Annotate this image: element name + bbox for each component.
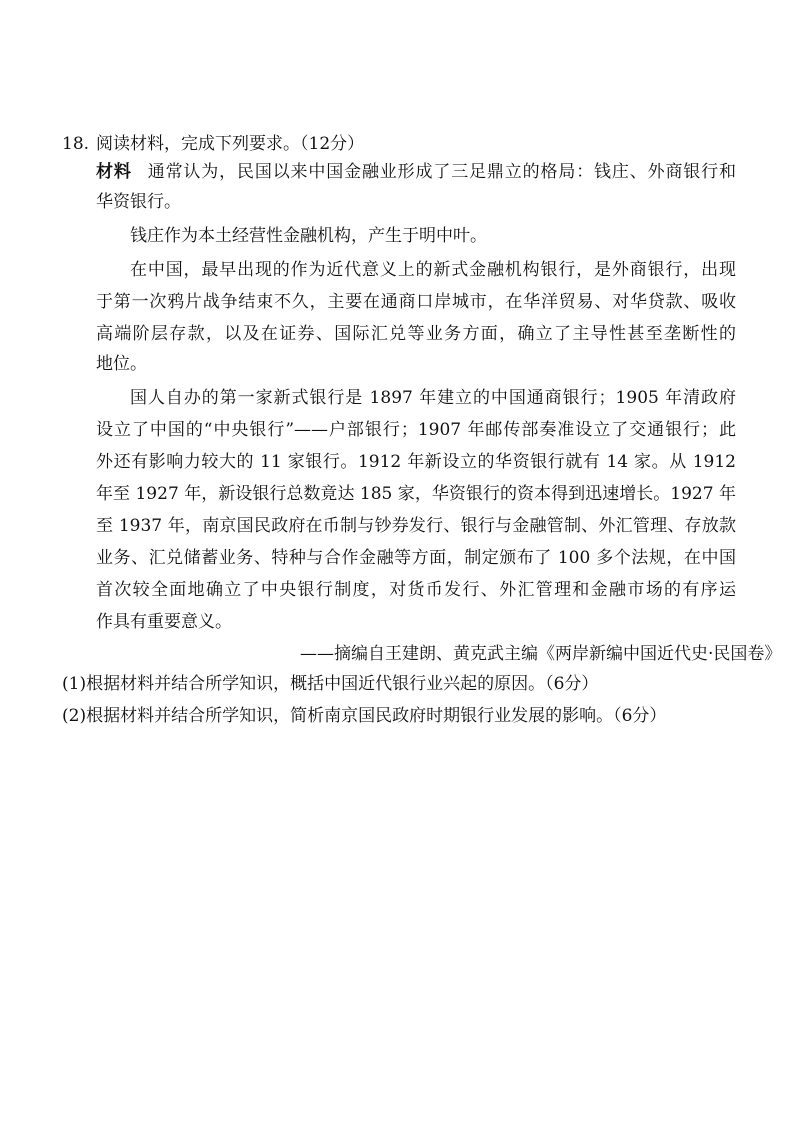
material-line: 地位。 — [96, 354, 147, 374]
material-line: 在中国，最早出现的作为近代意义上的新式金融机构银行，是外商银行，出现 — [130, 260, 736, 280]
material-line: 至 1937 年，南京国民政府在币制与钞券发行、银行与金融管制、外汇管理、存放款 — [96, 516, 736, 536]
material-line: 外还有影响力较大的 11 家银行。1912 年新设立的华资银行就有 14 家。从 1912 — [96, 452, 736, 472]
question-heading: 阅读材料，完成下列要求。（12分） — [96, 134, 365, 154]
material-label: 材料 — [96, 162, 132, 182]
material-source: ——摘编自王建朗、黄克武主编《两岸新编中国近代史·民国卷》 — [300, 644, 782, 664]
material-text: 通常认为，民国以来中国金融业形成了三足鼎立的格局：钱庄、外商银行和 — [147, 162, 737, 182]
material-line: 年至 1927 年，新设银行总数竟达 185 家，华资银行的资本得到迅速增长。1927 年 — [96, 484, 736, 504]
material-line: 设立了中国的“中央银行”——户部银行；1907 年邮传部奏准设立了交通银行；此 — [96, 420, 736, 440]
question-number: 18. — [62, 134, 90, 154]
task-2: (2)根据材料并结合所学知识，简析南京国民政府时期银行业发展的影响。（6分） — [62, 706, 667, 726]
material-line: 钱庄作为本土经营性金融机构，产生于明中叶。 — [130, 226, 487, 246]
material-line: 高端阶层存款，以及在证券、国际汇兑等业务方面，确立了主导性甚至垄断性的 — [96, 324, 736, 344]
material-line: 首次较全面地确立了中央银行制度，对货币发行、外汇管理和金融市场的有序运 — [96, 580, 736, 600]
material-line: 于第一次鸦片战争结束不久，主要在通商口岸城市，在华洋贸易、对华贷款、吸收 — [96, 292, 736, 312]
material-line: 业务、汇兑储蓄业务、特种与合作金融等方面，制定颁布了 100 多个法规，在中国 — [96, 548, 736, 568]
material-line: 作具有重要意义。 — [96, 612, 232, 632]
material-line: 国人自办的第一家新式银行是 1897 年建立的中国通商银行；1905 年清政府 — [130, 388, 736, 408]
material-line: 华资银行。 — [96, 192, 181, 212]
material-line — [96, 158, 736, 186]
task-1: (1)根据材料并结合所学知识，概括中国近代银行业兴起的原因。（6分） — [62, 674, 599, 694]
